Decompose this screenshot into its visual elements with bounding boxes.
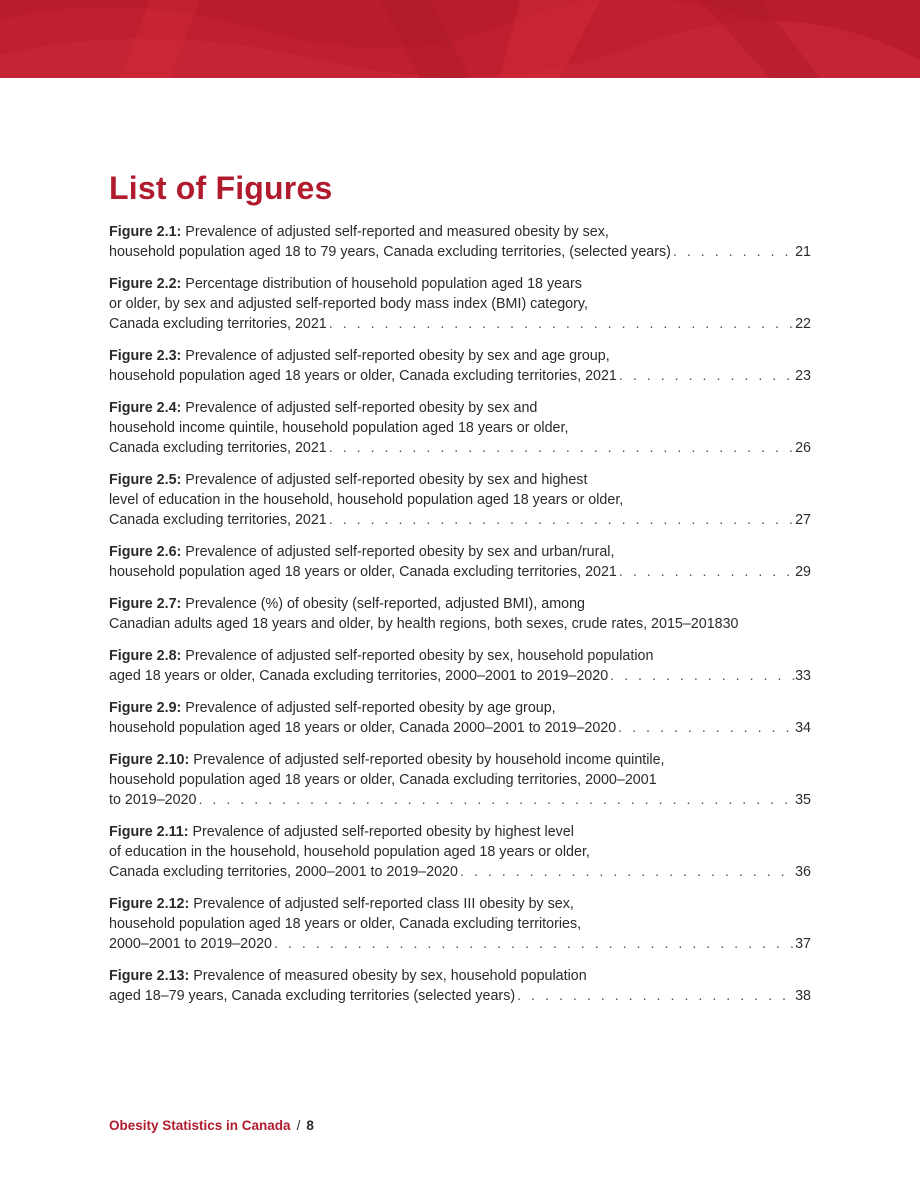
figure-caption-text: Prevalence of adjusted self-reported class III obesity by sex, [193,896,574,912]
dot-leader [608,666,795,686]
figure-label: Figure 2.5: [109,472,182,488]
toc-entry-last-line [109,242,811,262]
toc-entry-last-line [109,438,811,458]
toc-entry-last-line [109,366,811,386]
figure-caption-text: Canada excluding territories, 2021 [109,316,327,332]
toc-entry[interactable] [109,894,811,954]
figure-caption-text: Prevalence of adjusted self-reported obesity by sex and highest [185,472,588,488]
figure-caption-text: Percentage distribution of household population aged 18 years [185,276,582,292]
toc-page-number[interactable]: 26 [795,440,811,456]
toc-entry[interactable] [109,542,811,582]
toc-entry-last-line [109,614,811,634]
toc-page-number[interactable]: 35 [795,792,811,808]
toc-page-number[interactable]: 38 [795,988,811,1004]
figure-label: Figure 2.6: [109,544,182,560]
toc-entry[interactable] [109,698,811,738]
toc-entry-line [109,894,811,914]
toc-entry-line [109,646,811,666]
figure-caption-text: Canada excluding territories, 2021 [109,512,327,528]
figure-caption-text: Prevalence of adjusted self-reported obesity by age group, [185,700,556,716]
toc-entry-line [109,698,811,718]
dot-leader [327,314,795,334]
figure-label: Figure 2.8: [109,648,182,664]
dot-leader [272,934,795,954]
toc-entry-line [109,822,811,842]
figure-caption-text: to 2019–2020 [109,792,197,808]
toc-entry[interactable] [109,646,811,686]
page-title: List of Figures [109,170,333,206]
toc-entry-line [109,222,811,242]
toc-entry-line [109,594,811,614]
toc-entry-last-line [109,510,811,530]
toc-entry-last-line [109,718,811,738]
figure-caption-text: Prevalence of adjusted self-reported obesity by sex and urban/rural, [185,544,615,560]
page-footer [109,1118,314,1133]
toc-page-number[interactable]: 34 [795,720,811,736]
figure-label: Figure 2.10: [109,752,190,768]
toc-page-number[interactable]: 29 [795,564,811,580]
figure-caption-text: Prevalence of adjusted self-reported obesity by household income quintile, [193,752,665,768]
toc-entry-last-line [109,562,811,582]
footer-separator: / [296,1118,301,1133]
figures-list [109,222,811,1018]
figure-label: Figure 2.12: [109,896,190,912]
figure-caption-text: aged 18–79 years, Canada excluding territories (selected years) [109,988,516,1004]
toc-entry-line [109,966,811,986]
figure-label: Figure 2.4: [109,400,182,416]
figure-caption-text: Prevalence of adjusted self-reported obesity by sex and age group, [185,348,610,364]
figure-caption-text: level of education in the household, household population aged 18 years or older, [109,492,624,508]
toc-entry-line [109,542,811,562]
toc-entry[interactable] [109,750,811,810]
dot-leader [196,790,795,810]
toc-entry-last-line [109,934,811,954]
figure-label: Figure 2.2: [109,276,182,292]
figure-caption-text: Canadian adults aged 18 years and older, by health regions, both sexes, crude rates, 2015–2018 [109,616,723,632]
dot-leader [617,562,795,582]
toc-entry-line [109,770,811,790]
figure-caption-text: household population aged 18 years or older, Canada 2000–2001 to 2019–2020 [109,720,617,736]
figure-caption-text: of education in the household, household population aged 18 years or older, [109,844,590,860]
toc-page-number[interactable]: 21 [795,244,811,260]
figure-caption-text: Canada excluding territories, 2000–2001 to 2019–2020 [109,864,458,880]
figure-caption-text: household income quintile, household population aged 18 years or older, [109,420,569,436]
banner-pattern-graphic [0,0,920,78]
toc-entry-last-line [109,314,811,334]
figure-caption-text: household population aged 18 years or older, Canada excluding territories, 2000–2001 [109,772,657,788]
toc-entry-last-line [109,862,811,882]
toc-page-number[interactable]: 33 [795,668,811,684]
toc-entry-line [109,490,811,510]
toc-page-number[interactable]: 27 [795,512,811,528]
toc-entry-line [109,346,811,366]
toc-entry-line [109,750,811,770]
figure-caption-text: household population aged 18 years or older, Canada excluding territories, 2021 [109,368,617,384]
figure-label: Figure 2.1: [109,224,182,240]
toc-page-number[interactable]: 22 [795,316,811,332]
toc-entry-last-line [109,986,811,1006]
figure-caption-text: Prevalence of adjusted self-reported obesity by sex, household population [185,648,654,664]
toc-entry-line [109,398,811,418]
toc-page-number[interactable]: 23 [795,368,811,384]
toc-entry-line [109,418,811,438]
toc-entry-line [109,294,811,314]
publication-name: Obesity Statistics in Canada [109,1118,291,1133]
figure-caption-text: Canada excluding territories, 2021 [109,440,327,456]
figure-caption-text: household population aged 18 years or older, Canada excluding territories, 2021 [109,564,617,580]
dot-leader [617,366,795,386]
figure-label: Figure 2.7: [109,596,182,612]
toc-entry-last-line [109,666,811,686]
toc-entry[interactable] [109,470,811,530]
toc-page-number[interactable]: 37 [795,936,811,952]
figure-caption-text: Prevalence (%) of obesity (self-reported, adjusted BMI), among [185,596,585,612]
figure-label: Figure 2.11: [109,824,189,840]
figure-caption-text: Prevalence of measured obesity by sex, household population [193,968,587,984]
toc-page-number[interactable]: 30 [722,616,739,632]
toc-entry[interactable] [109,398,811,458]
toc-entry[interactable] [109,274,811,334]
toc-entry[interactable] [109,222,811,262]
figure-caption-text: or older, by sex and adjusted self-reported body mass index (BMI) category, [109,296,588,312]
page-number: 8 [306,1118,314,1133]
toc-entry-line [109,470,811,490]
toc-entry[interactable] [109,822,811,882]
toc-page-number[interactable]: 36 [795,864,811,880]
toc-entry[interactable] [109,594,811,634]
dot-leader [458,862,795,882]
figure-caption-text: Prevalence of adjusted self-reported obesity by sex and [185,400,538,416]
toc-entry-line [109,274,811,294]
dot-leader [327,510,795,530]
dot-leader [616,718,795,738]
toc-entry[interactable] [109,966,811,1006]
toc-entry-last-line [109,790,811,810]
figure-caption-text: aged 18 years or older, Canada excluding territories, 2000–2001 to 2019–2020 [109,668,609,684]
toc-entry-line [109,914,811,934]
figure-caption-text: household population aged 18 years or older, Canada excluding territories, [109,916,582,932]
figure-caption-text: 2000–2001 to 2019–2020 [109,936,272,952]
figure-caption-text: Prevalence of adjusted self-reported obesity by highest level [192,824,574,840]
figure-caption-text: Prevalence of adjusted self-reported and measured obesity by sex, [185,224,609,240]
toc-entry-line [109,842,811,862]
toc-entry[interactable] [109,346,811,386]
figure-label: Figure 2.13: [109,968,190,984]
header-banner [0,0,920,78]
figure-label: Figure 2.9: [109,700,182,716]
dot-leader [515,986,795,1006]
dot-leader [327,438,795,458]
figure-label: Figure 2.3: [109,348,182,364]
dot-leader [671,242,795,262]
figure-caption-text: household population aged 18 to 79 years, Canada excluding territories, (selected years) [109,244,671,260]
